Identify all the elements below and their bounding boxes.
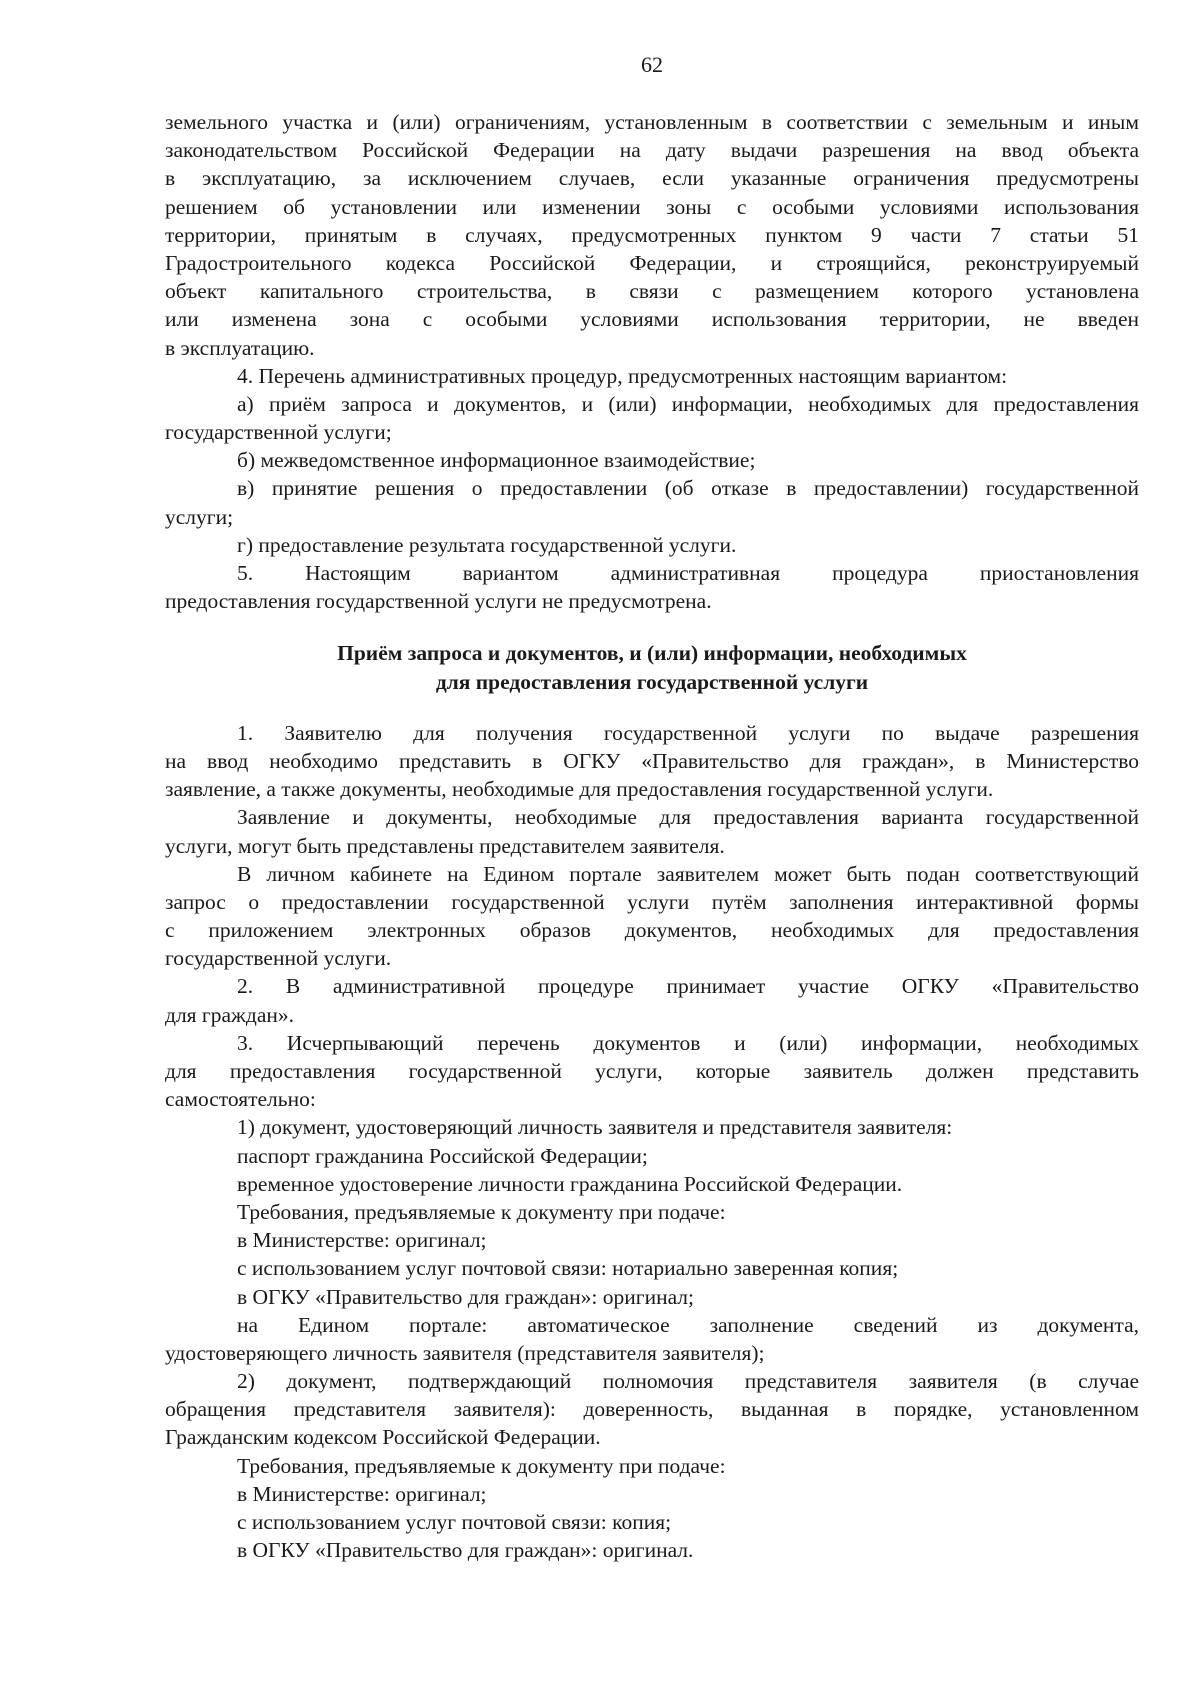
text-line: самостоятельно:	[165, 1087, 316, 1112]
text-line: на ввод необходимо представить в ОГКУ «Правительство для граждан», в Министерство	[165, 748, 1139, 773]
text-line: объект капитального строительства, в связи с размещением которого установлена	[165, 279, 1139, 304]
text-line: Градостроительного кодекса Российской Федерации, и строящийся, реконструируемый	[165, 250, 1139, 275]
text-line: 1) документ, удостоверяющий личность заявителя и представителя заявителя:	[237, 1115, 953, 1140]
text-line: услуги;	[165, 504, 234, 529]
spacer	[165, 696, 1139, 719]
text-line: государственной услуги;	[165, 420, 392, 445]
text-line: обращения представителя заявителя): доверенность, выданная в порядке, установленном	[165, 1397, 1139, 1422]
text-line: 3. Исчерпывающий перечень документов и (или) информации, необходимых	[237, 1030, 1139, 1055]
text-line: с использованием услуг почтовой связи: нотариально заверенная копия;	[237, 1256, 899, 1281]
text-line: удостоверяющего личность заявителя (представителя заявителя);	[165, 1340, 765, 1365]
document-body	[165, 108, 1139, 1564]
text-line: в ОГКУ «Правительство для граждан»: оригинал;	[237, 1284, 695, 1309]
text-block-intro	[165, 108, 1139, 615]
text-line: для граждан».	[165, 1002, 295, 1027]
text-line: в эксплуатацию, за исключением случаев, если указанные ограничения предусмотрены	[165, 166, 1139, 191]
text-line: с использованием услуг почтовой связи: копия;	[237, 1510, 672, 1534]
text-line: с приложением электронных образов документов, необходимых для предоставления	[165, 918, 1139, 943]
text-line: предоставления государственной услуги не предусмотрена.	[165, 589, 712, 614]
text-line: законодательством Российской Федерации на дату выдачи разрешения на ввод объекта	[165, 138, 1139, 163]
text-line: Заявление и документы, необходимые для предоставления варианта государственной	[237, 805, 1139, 830]
text-line: государственной услуги.	[165, 946, 392, 971]
text-line: 5. Настоящим вариантом административная процедура приостановления	[237, 561, 1139, 585]
text-line: земельного участка и (или) ограничениям, установленным в соответствии с земельным и иным	[165, 110, 1139, 134]
text-line: в) принятие решения о предоставлении (об отказе в предоставлении) государственной	[237, 476, 1139, 501]
text-line: Требования, предъявляемые к документу при подаче:	[237, 1453, 726, 1478]
text-line: временное удостоверение личности гражданина Российской Федерации.	[237, 1171, 903, 1196]
section-heading-line-1: Приём запроса и документов, и (или) информации, необходимых	[337, 641, 967, 666]
text-line: решением об установлении или изменении зоны с особыми условиями использования	[165, 194, 1139, 219]
text-line: Гражданским кодексом Российской Федерации.	[165, 1425, 601, 1450]
text-line: в эксплуатацию.	[165, 335, 315, 360]
spacer	[165, 615, 1139, 639]
text-line: б) межведомственное информационное взаимодействие;	[237, 448, 756, 473]
text-line: 2. В административной процедуре принимает участие ОГКУ «Правительство	[237, 974, 1139, 999]
text-line: в ОГКУ «Правительство для граждан»: оригинал.	[237, 1538, 694, 1563]
text-line: 2) документ, подтверждающий полномочия представителя заявителя (в случае	[237, 1369, 1139, 1394]
text-line: услуги, могут быть представлены представителем заявителя.	[165, 833, 725, 858]
text-line: запрос о предоставлении государственной услуги путём заполнения интерактивной формы	[165, 889, 1139, 914]
text-line: заявление, а также документы, необходимые для предоставления государственной услуги.	[165, 777, 994, 802]
text-line: в Министерстве: оригинал;	[237, 1481, 487, 1506]
text-line: а) приём запроса и документов, и (или) информации, необходимых для предоставления	[237, 391, 1139, 416]
text-line: 4. Перечень административных процедур, предусмотренных настоящим вариантом:	[237, 363, 1008, 388]
text-line: территории, принятым в случаях, предусмотренных пунктом 9 части 7 статьи 51	[165, 222, 1139, 247]
text-line: в Министерстве: оригинал;	[237, 1228, 487, 1253]
text-block-section	[165, 719, 1139, 1565]
text-line: 1. Заявителю для получения государственной услуги по выдаче разрешения	[237, 720, 1139, 745]
text-line: паспорт гражданина Российской Федерации;	[237, 1143, 648, 1168]
text-line: или изменена зона с особыми условиями использования территории, не введен	[165, 307, 1139, 332]
section-heading-line-2: для предоставления государственной услуги	[435, 669, 869, 694]
text-line: г) предоставление результата государственной услуги.	[237, 532, 737, 557]
text-line: для предоставления государственной услуги, которые заявитель должен представить	[165, 1059, 1139, 1083]
page-number: 62	[641, 52, 663, 77]
text-line: Требования, предъявляемые к документу при подаче:	[237, 1199, 726, 1224]
text-line: В личном кабинете на Едином портале заявителем может быть подан соответствующий	[237, 861, 1139, 886]
text-line: на Едином портале: автоматическое заполнение сведений из документа,	[237, 1312, 1139, 1337]
